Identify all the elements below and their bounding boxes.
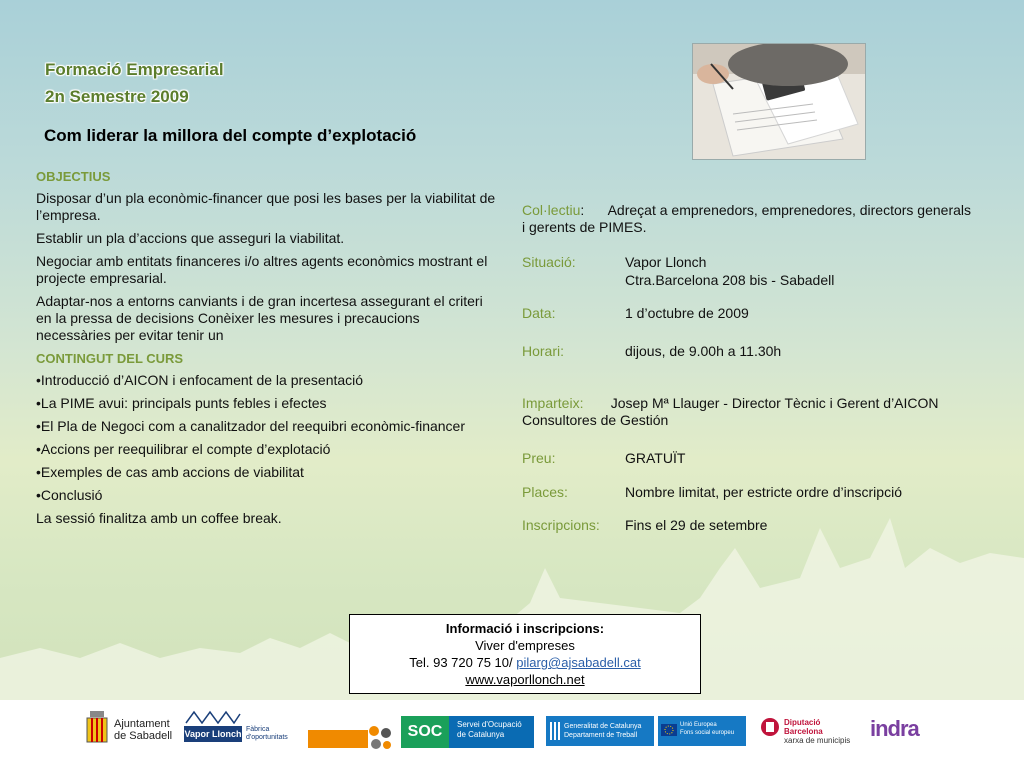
ajuntament-line2: de Sabadell [114,730,173,742]
diputacio-emblem-icon [760,716,780,738]
ue-line1: Unió Europea [680,722,717,728]
contingut-heading: CONTINGUT DEL CURS [36,351,184,366]
ajuntament-line1: Ajuntament [114,718,170,730]
generalitat-stripes-icon [550,722,562,740]
diputacio-barcelona-logo [760,710,860,754]
content-item: •El Pla de Negoci com a canalitzador del reequibri econòmic-financer [36,418,466,434]
european-union-logo [658,710,746,754]
generalitat-line1: Generalitat de Catalunya [564,723,642,730]
instructor-value: Josep Mª Llauger - Director Tècnic i Gerent d’AICON Consultores de Gestión [522,395,939,428]
location-line1: Vapor Llonch [625,254,707,270]
instructor-label: Imparteix: [522,395,584,411]
contact-line: Viver d'empreses [475,638,575,653]
soc-line2: de Catalunya [457,730,505,739]
soc-logo [401,710,534,754]
contact-phone-line [350,654,700,671]
website-link[interactable]: www.vaporllonch.net [465,672,585,687]
registration-label: Inscripcions: [522,517,600,533]
generalitat-line2: Departament de Treball [564,732,638,739]
soc-label: SOC [401,716,449,748]
sabadell-crest-icon [84,710,110,746]
eu-flag-icon [661,724,677,736]
objective-item: Disposar d’un pla econòmic-financer que posi les bases per la viabilitat de l’empresa. [36,190,496,223]
objective-item: Adaptar-nos a entorns canviants i de gran incertesa assegurant el criteri en la pressa de decisions Conèixer les mesures i precaucions necessàries per evitar tenir un [36,293,483,343]
orange-partner-logo [308,710,392,754]
location-line2: Ctra.Barcelona 208 bis - Sabadell [625,272,835,288]
places-label: Places: [522,484,568,500]
business-photo [692,43,866,160]
objective-item: Negociar amb entitats financeres i/o altres agents econòmics mostrant el projecte empresarial. [36,253,488,286]
diputacio-line1: Diputació [784,718,821,727]
semester-label: 2n Semestre 2009 [45,87,189,106]
content-item: •Conclusió [36,487,103,503]
fabrica-line2: d'oportunitats [246,734,288,741]
date-label: Data: [522,305,556,321]
collective-label: Col·lectiu [522,202,581,218]
contact-box [349,614,701,694]
collective-value: Adreçat a emprenedors, emprenedores, directors generals i gerents de PIMES. [522,202,972,235]
content-item: •Exemples de cas amb accions de viabilitat [36,464,304,480]
registration-value: Fins el 29 de setembre [625,517,768,533]
content-item: •La PIME avui: principals punts febles i efectes [36,395,327,411]
indra-wordmark: indra [870,716,919,741]
diputacio-line3: xarxa de municipis [784,736,851,745]
price-label: Preu: [522,450,556,466]
schedule-label: Horari: [522,343,565,359]
orange-banner [308,730,368,748]
contact-phone: Tel. 93 720 75 10/ [409,655,517,670]
closing-note: La sessió finalitza amb un coffee break. [36,510,282,526]
program-title: Formació Empresarial [45,60,224,79]
contact-title: Informació i inscripcions: [445,621,605,636]
location-label: Situació: [522,254,576,270]
contact-email-link[interactable]: pilarg@ajsabadell.cat [516,655,641,670]
ajuntament-sabadell-logo [84,710,174,754]
generalitat-logo [546,710,654,754]
indra-logo [870,710,930,754]
course-title: Com liderar la millora del compte d’explotació [44,126,417,145]
vapor-llonch-label: Vapor Llonch [184,726,242,742]
content-item: •Accions per reequilibrar el compte d’explotació [36,441,331,457]
soc-line1: Servei d'Ocupació [457,720,522,729]
vapor-llonch-roof-icon [184,710,242,724]
left-column [36,168,496,533]
objectius-heading: OBJECTIUS [36,169,111,184]
diputacio-line2: Barcelona [784,727,823,736]
objective-item: Establir un pla d’accions que asseguri la viabilitat. [36,230,345,246]
places-value: Nombre limitat, per estricte ordre d’inscripció [625,484,902,500]
fabrica-line1: Fàbrica [246,726,270,733]
hand-writing-image [693,44,865,159]
puzzle-icon [368,725,392,751]
schedule-value: dijous, de 9.00h a 11.30h [625,343,782,359]
ue-line2: Fons social europeu [680,730,735,736]
collective-info: Col·lectiu: Adreçat a emprenedors, emprenedores, directors generals i gerents de PIMES. [522,202,972,235]
vapor-llonch-logo [184,710,304,754]
date-value: 1 d’octubre de 2009 [625,305,749,321]
instructor-info [522,395,972,429]
content-item: •Introducció d’AICON i enfocament de la presentació [36,372,364,388]
price-value: GRATUÏT [625,450,686,466]
